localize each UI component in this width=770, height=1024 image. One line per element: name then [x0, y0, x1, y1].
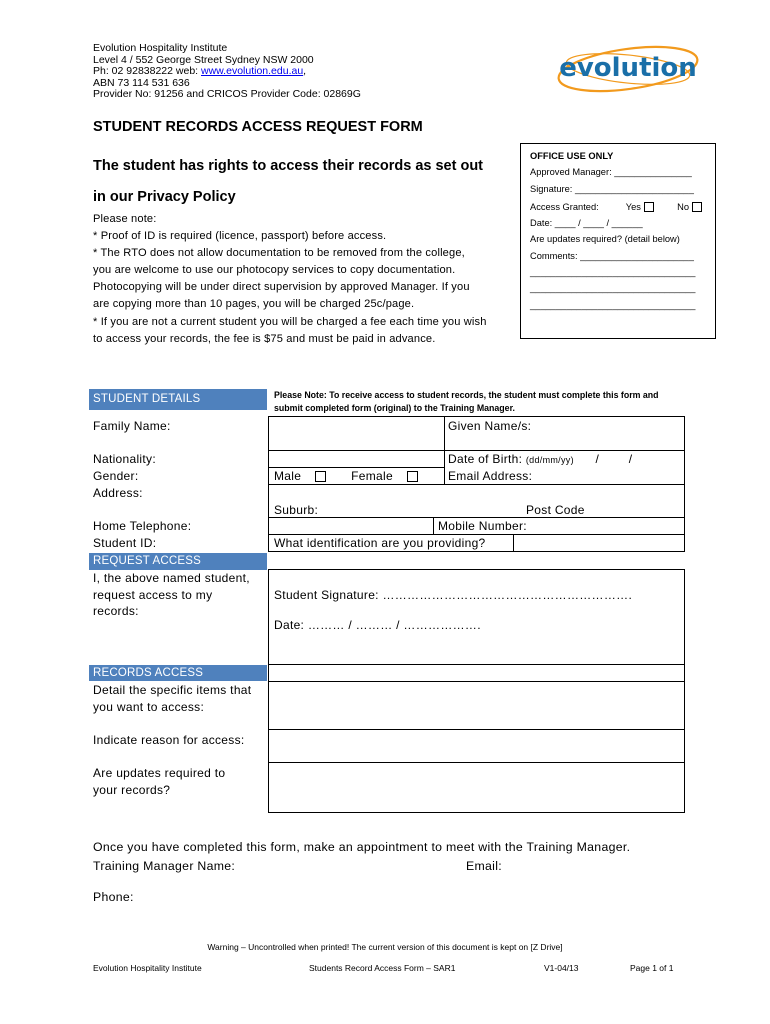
no-label: No — [677, 201, 689, 212]
web-suffix: , — [303, 65, 307, 78]
updates-line: your records? — [93, 782, 171, 797]
request-access-heading: REQUEST ACCESS — [89, 553, 267, 570]
institute-abn: ABN 73 114 531 636 — [93, 76, 190, 89]
footer-version: V1-04/13 — [544, 963, 579, 973]
gender-label: Gender: — [93, 469, 139, 483]
yes-checkbox[interactable] — [644, 202, 654, 212]
access-granted-label: Access Granted: — [530, 201, 599, 212]
request-access-text — [93, 570, 250, 620]
student-id-label: Student ID: — [93, 536, 157, 550]
dob-label: Date of Birth: — [448, 452, 523, 466]
identification-input[interactable] — [513, 534, 685, 552]
family-name-input[interactable] — [268, 416, 445, 451]
office-date-field[interactable]: Date: ____ / ____ / ______ — [530, 218, 643, 229]
female-checkbox[interactable] — [407, 471, 418, 482]
post-code-label: Post Code — [526, 503, 585, 517]
dob-format: (dd/mm/yy) — [525, 455, 574, 465]
submission-note: Please Note: To receive access to student records, the student must complete this form and submit completed form (original) to the Training Manager. — [274, 390, 659, 413]
comments-line[interactable]: ________________________________ — [530, 283, 696, 294]
office-use-heading: OFFICE USE ONLY — [530, 151, 614, 161]
mobile-number-label: Mobile Number: — [438, 519, 527, 533]
records-access-heading: RECORDS ACCESS — [89, 665, 267, 681]
note-line: * The RTO does not allow documentation to be removed from the college, — [93, 247, 465, 260]
suburb-label: Suburb: — [274, 503, 319, 517]
records-heading-row — [268, 664, 685, 682]
reason-input[interactable] — [268, 729, 685, 763]
training-manager-email-label: Email: — [466, 859, 502, 873]
nationality-label: Nationality: — [93, 452, 156, 466]
footer-warning: Warning – Uncontrolled when printed! The current version of this document is kept on [Z Drive] — [207, 942, 563, 952]
yes-label: Yes — [625, 201, 641, 212]
notes-block — [93, 211, 518, 348]
dob-separator: / — [595, 452, 600, 466]
reason-label: Indicate reason for access: — [93, 733, 245, 747]
approved-manager-field[interactable]: Approved Manager: _______________ — [530, 167, 692, 178]
address-label: Address: — [93, 486, 143, 500]
student-details-heading: STUDENT DETAILS — [89, 389, 267, 410]
footer-org: Evolution Hospitality Institute — [93, 963, 202, 973]
detail-line: Detail the specific items that — [93, 683, 252, 697]
updates-line: Are updates required to — [93, 766, 226, 780]
gender-options — [274, 468, 418, 485]
updates-input[interactable] — [268, 762, 685, 813]
training-manager-phone-label: Phone: — [93, 890, 134, 904]
note-line: are copying more than 10 pages, you will be charged 25c/page. — [93, 298, 415, 311]
institute-name: Evolution Hospitality Institute — [93, 42, 228, 54]
home-telephone-label: Home Telephone: — [93, 519, 192, 533]
request-line: I, the above named student, — [93, 571, 250, 585]
phone-text: Ph: 02 92838222 web: — [93, 65, 202, 78]
detail-items-label — [93, 682, 251, 715]
institute-header — [93, 43, 361, 101]
comments-line[interactable]: ________________________________ — [530, 299, 696, 310]
request-line: request access to my — [93, 587, 213, 602]
institute-address: Level 4 / 552 George Street Sydney NSW 2000 — [93, 53, 314, 66]
address-input[interactable] — [268, 484, 685, 518]
request-date-field[interactable]: Date: ……… / ……… / ………………. — [274, 618, 481, 632]
note-line: * Proof of ID is required (licence, passport) before access. — [93, 230, 387, 243]
website-link[interactable]: www.evolution.edu.au — [201, 65, 304, 78]
evolution-logo — [553, 40, 703, 96]
office-comments-field[interactable]: Comments: ______________________ — [530, 250, 694, 261]
note-line: Please note: — [93, 213, 157, 225]
female-label: Female — [351, 469, 393, 483]
male-label: Male — [274, 469, 302, 483]
note-line: to access your records, the fee is $75 and must be paid in advance. — [93, 332, 436, 345]
subtitle-line-1: The student has rights to access their records as set out — [93, 158, 483, 174]
detail-line: you want to access: — [93, 699, 205, 714]
home-telephone-input[interactable] — [268, 517, 434, 535]
updates-label — [93, 765, 225, 798]
footer-page: Page 1 of 1 — [630, 963, 674, 973]
detail-items-input[interactable] — [268, 681, 685, 730]
office-use-box — [520, 143, 716, 339]
given-names-label: Given Name/s: — [448, 419, 532, 433]
student-signature-field[interactable]: Student Signature: ……………………………………………………. — [274, 588, 633, 602]
family-name-label: Family Name: — [93, 419, 171, 433]
office-signature-field[interactable]: Signature: _______________________ — [530, 183, 694, 194]
form-title: STUDENT RECORDS ACCESS REQUEST FORM — [93, 119, 423, 135]
footer-form-name: Students Record Access Form – SAR1 — [309, 963, 456, 973]
email-address-label: Email Address: — [448, 469, 533, 483]
no-checkbox[interactable] — [692, 202, 702, 212]
male-checkbox[interactable] — [315, 471, 326, 482]
training-manager-name-label: Training Manager Name: — [93, 859, 236, 873]
dob-email-cell[interactable] — [444, 450, 685, 485]
office-updates-label: Are updates required? (detail below) — [530, 234, 680, 245]
closing-instruction: Once you have completed this form, make an appointment to meet with the Training Manager. — [93, 840, 631, 854]
note-line: you are welcome to use our photocopy services to copy documentation. — [93, 264, 456, 277]
comments-line[interactable]: ________________________________ — [530, 267, 696, 278]
nationality-input[interactable] — [268, 450, 445, 468]
note-line: * If you are not a current student you will be charged a fee each time you wish — [93, 315, 487, 328]
access-granted-row — [530, 199, 707, 215]
form-subtitle — [93, 151, 518, 213]
logo-text: evolution — [559, 53, 697, 83]
subtitle-line-2: in our Privacy Policy — [93, 189, 236, 205]
institute-provider: Provider No: 91256 and CRICOS Provider Code: 02869G — [93, 88, 361, 101]
note-line: Photocopying will be under direct supervision by approved Manager. If you — [93, 281, 470, 294]
dob-separator: / — [628, 452, 633, 466]
identification-label: What identification are you providing? — [274, 536, 486, 550]
request-line: records: — [93, 604, 139, 618]
